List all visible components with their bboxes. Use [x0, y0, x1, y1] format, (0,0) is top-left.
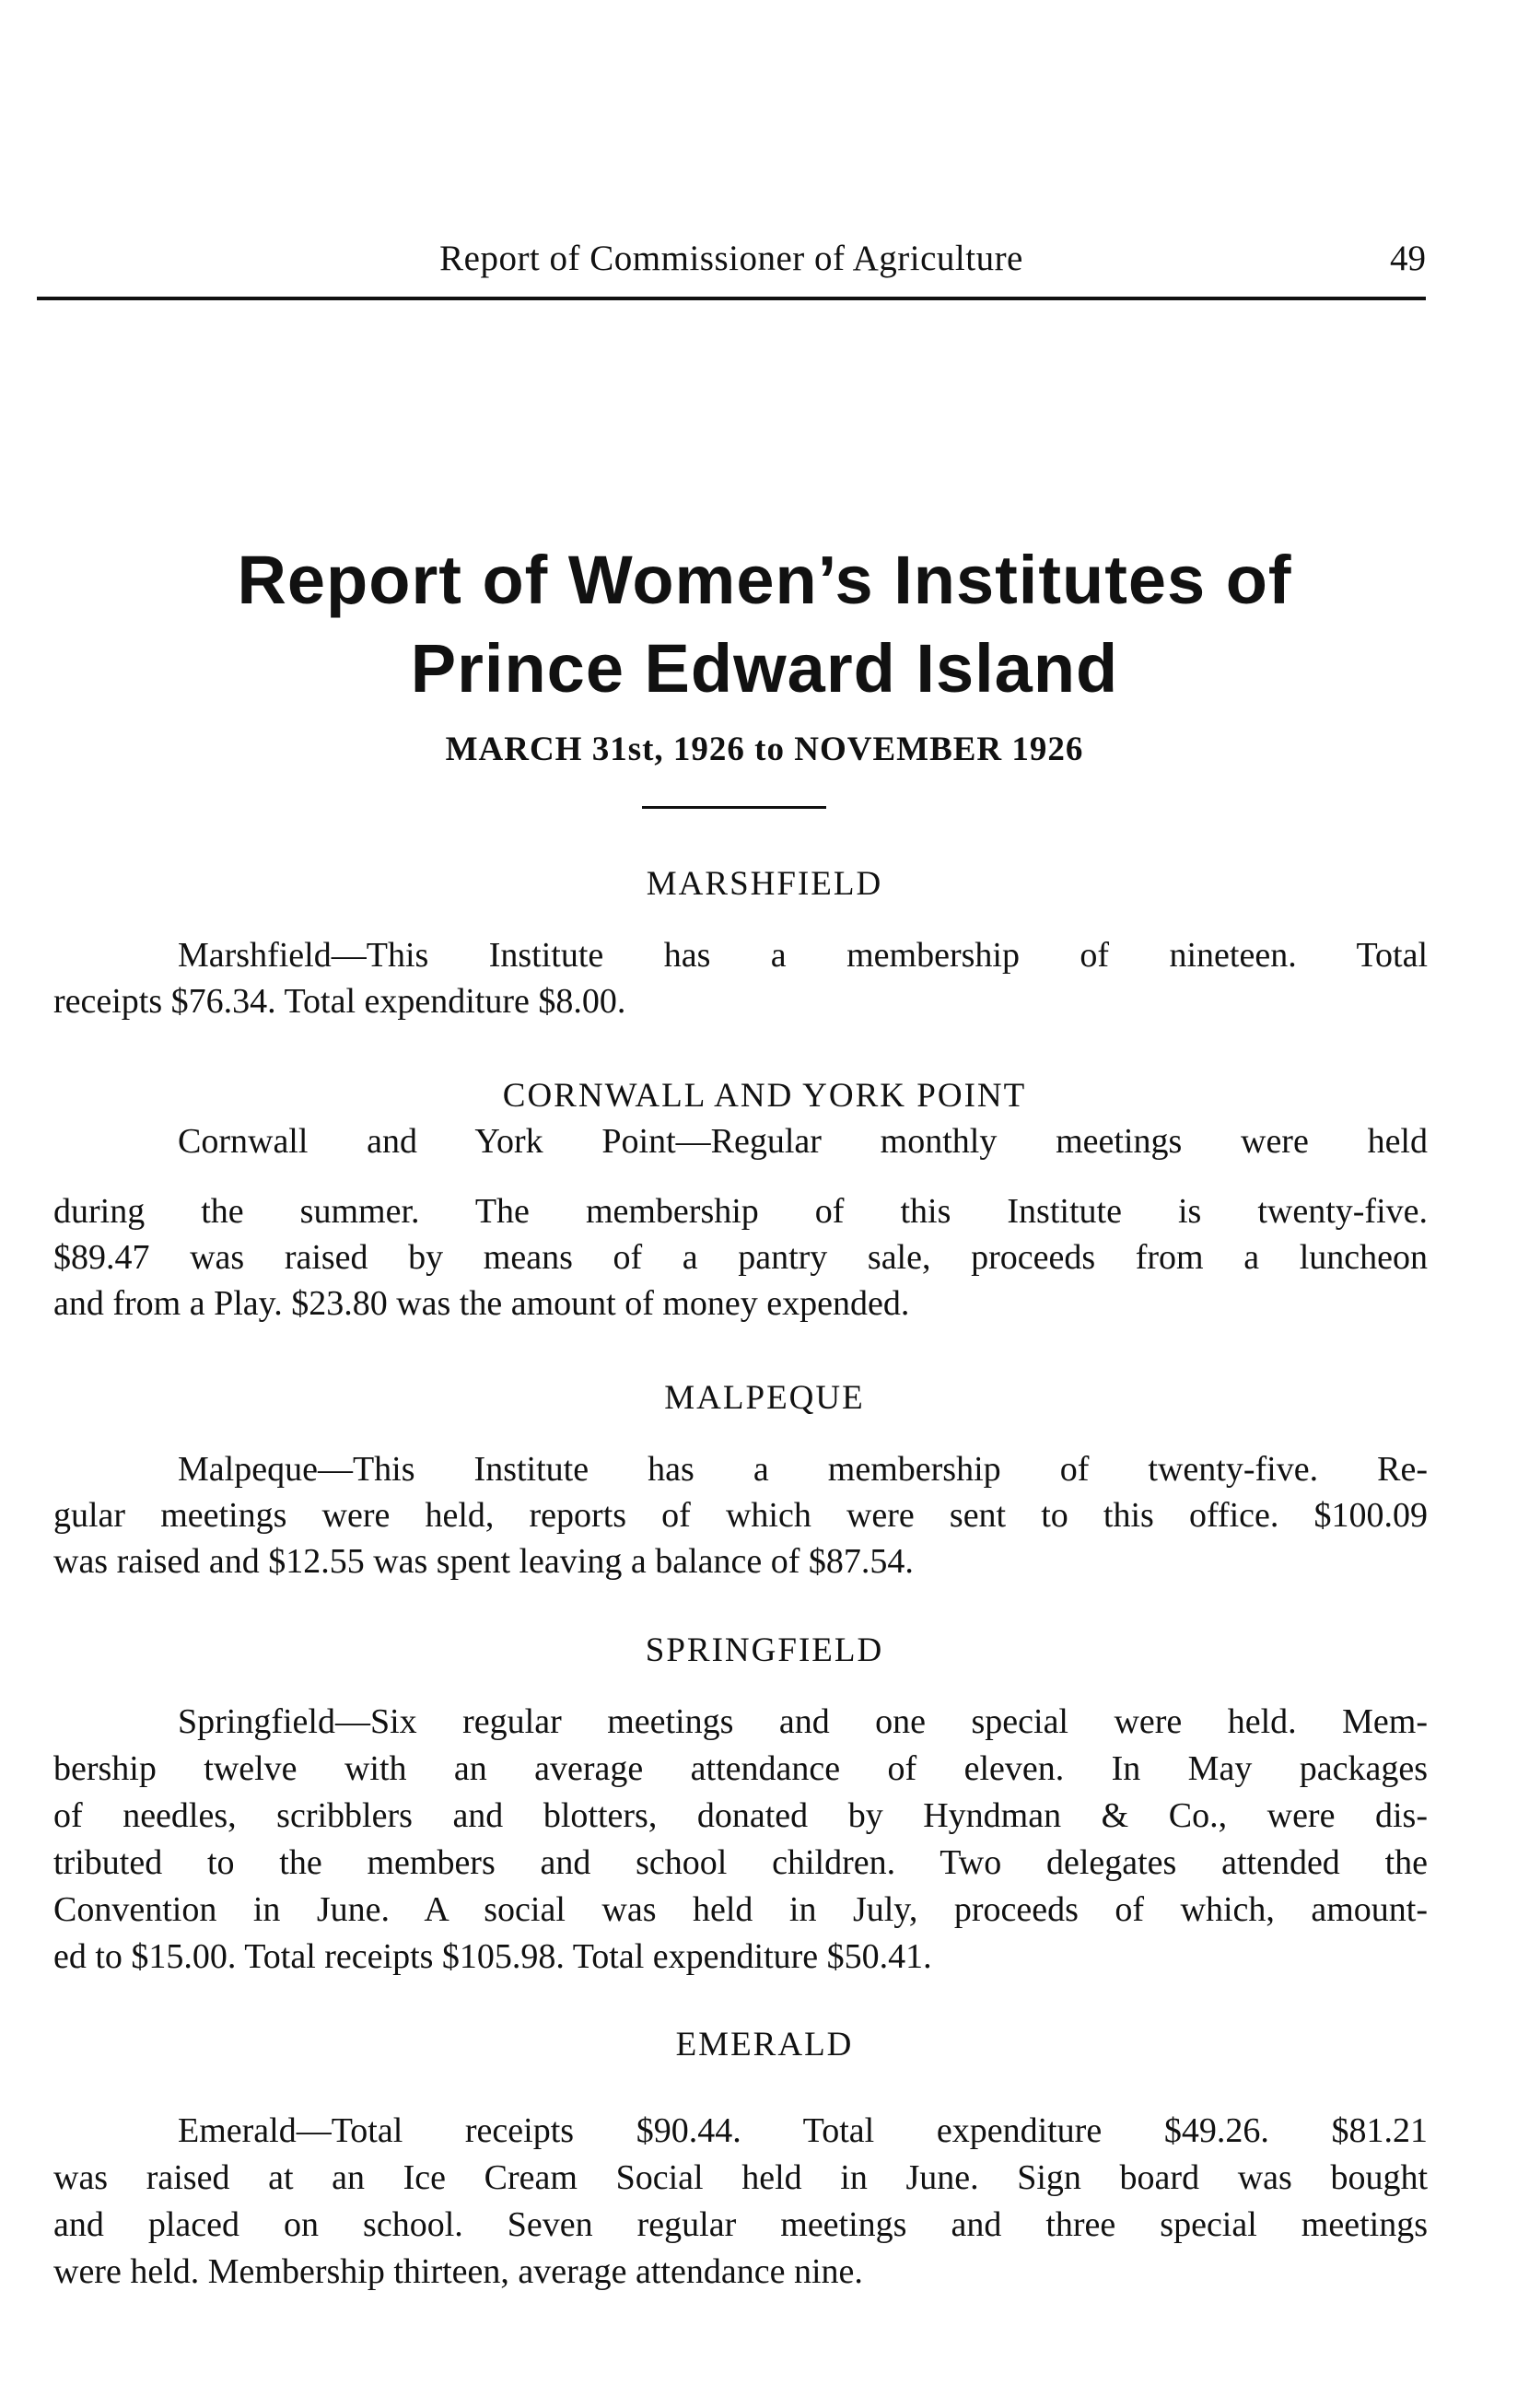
text-line: $89.47 was raised by means of a pantry sale, proceeds from a luncheon — [53, 1238, 1428, 1277]
page-title — [0, 536, 1529, 713]
text-line: were held. Membership thirteen, average attendance nine. — [53, 2252, 863, 2291]
title-line-2: Prince Edward Island — [410, 630, 1119, 707]
text-line: Springfield—Six regular meetings and one special were held. Mem- — [178, 1702, 1428, 1741]
text-line: bership twelve with an average attendance of eleven. In May packages — [53, 1749, 1428, 1788]
section-text-malpeque — [53, 1446, 1428, 1584]
text-line: Marshfield—This Institute has a membership of nineteen. Total — [178, 936, 1428, 975]
text-line: of needles, scribblers and blotters, donated by Hyndman & Co., were dis- — [53, 1796, 1428, 1835]
section-text-emerald — [53, 2108, 1428, 2296]
text-line: tributed to the members and school children. Two delegates attended the — [53, 1843, 1428, 1882]
header-rule — [37, 297, 1426, 300]
text-line: during the summer. The membership of this Institute is twenty-five. — [53, 1192, 1428, 1231]
text-line: receipts $76.34. Total expenditure $8.00. — [53, 982, 626, 1021]
running-title: Report of Commissioner of Agriculture — [439, 239, 1023, 278]
text-line: Cornwall and York Point—Regular monthly meetings were held — [178, 1122, 1428, 1161]
section-text-cornwall-york-point — [53, 1118, 1428, 1327]
section-heading-cornwall-york-point: CORNWALL AND YORK POINT — [502, 1077, 1027, 1115]
text-line: gular meetings were held, reports of which were sent to this office. $100.09 — [53, 1496, 1428, 1535]
text-line: Convention in June. A social was held in July, proceeds of which, amount- — [53, 1890, 1428, 1929]
text-line: ed to $15.00. Total receipts $105.98. Total expenditure $50.41. — [53, 1937, 932, 1976]
title-divider — [642, 806, 826, 809]
section-heading-malpeque: MALPEQUE — [664, 1379, 865, 1417]
section-text-marshfield — [53, 932, 1428, 1024]
text-line: Malpeque—This Institute has a membership of twenty-five. Re- — [178, 1450, 1428, 1489]
section-text-springfield — [53, 1699, 1428, 1981]
page-number: 49 — [1390, 239, 1426, 278]
section-heading-springfield: SPRINGFIELD — [645, 1631, 884, 1669]
text-line: and from a Play. $23.80 was the amount of money expended. — [53, 1284, 910, 1323]
date-range: MARCH 31st, 1926 to NOVEMBER 1926 — [445, 731, 1084, 768]
text-line: and placed on school. Seven regular meetings and three special meetings — [53, 2205, 1428, 2244]
section-heading-emerald: EMERALD — [675, 2026, 854, 2063]
text-line: was raised and $12.55 was spent leaving a balance of $87.54. — [53, 1542, 914, 1581]
running-head — [37, 238, 1426, 293]
text-line: Emerald—Total receipts $90.44. Total expenditure $49.26. $81.21 — [178, 2111, 1428, 2150]
title-line-1: Report of Women’s Institutes of — [237, 542, 1292, 618]
section-heading-marshfield: MARSHFIELD — [646, 865, 883, 903]
text-line: was raised at an Ice Cream Social held in June. Sign board was bought — [53, 2158, 1428, 2197]
